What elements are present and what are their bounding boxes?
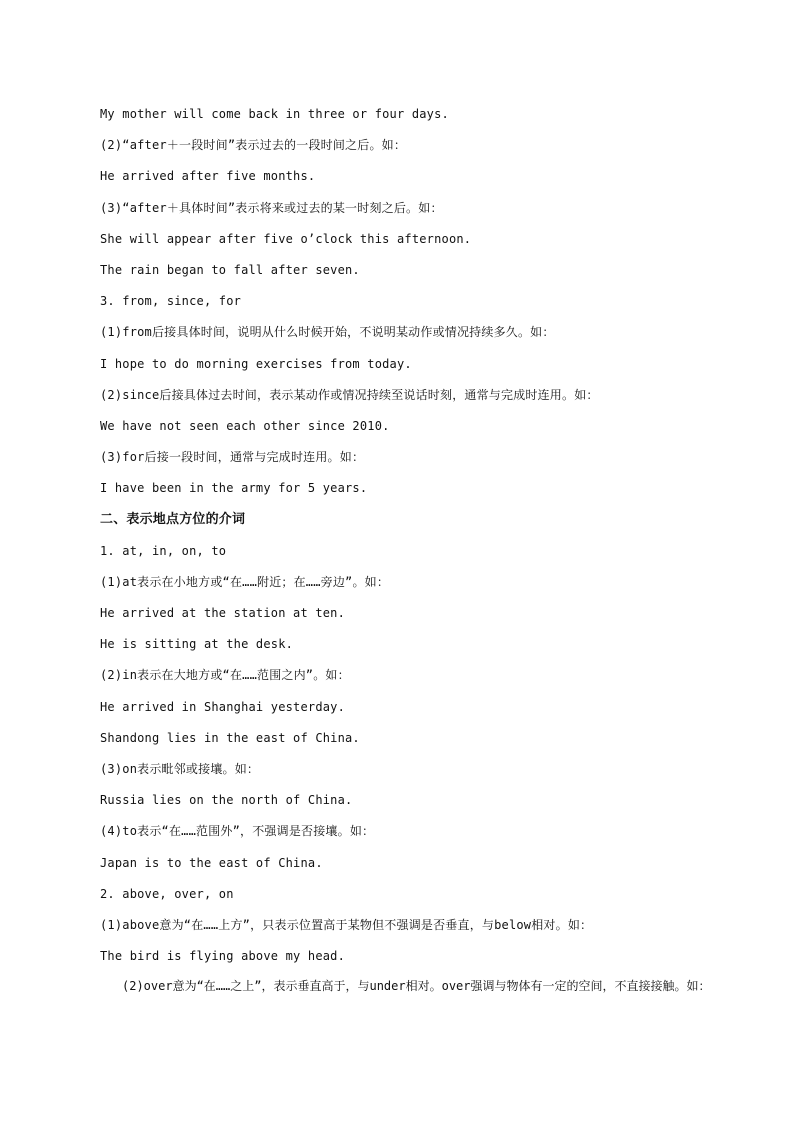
rule-text: (1)at表示在小地方或“在……附近；在……旁边”。如： (100, 574, 390, 589)
example-sentence: My mother will come back in three or four days. (100, 107, 449, 121)
rule-paragraph: (2)over意为“在……之上”，表示垂直高于，与under相对。over强调与物体有一定的空间，不直接接触。如： (122, 979, 711, 994)
subheading: 1. at, in, on, to (100, 543, 227, 558)
example-sentence: He is sitting at the desk. (100, 637, 294, 652)
example-sentence: I hope to do morning exercises from today. (100, 356, 412, 371)
rule-text: (2)“after＋一段时间”表示过去的一段时间之后。如： (100, 138, 407, 153)
rule-text: (2)since后接具体过去时间，表示某动作或情况持续至说话时刻，通常与完成时连用。如： (100, 387, 599, 402)
example-sentence: Japan is to the east of China. (100, 855, 323, 870)
example-sentence: We have not seen each other since 2010. (100, 418, 390, 433)
rule-text: (3)“after＋具体时间”表示将来或过去的某一时刻之后。如： (100, 200, 443, 215)
section-heading: 二、表示地点方位的介词 (100, 512, 246, 528)
rule-text: (1)from后接具体时间，说明从什么时候开始，不说明某动作或情况持续多久。如： (100, 325, 555, 340)
example-sentence: The rain began to fall after seven. (100, 262, 360, 277)
example-sentence: She will appear after five o’clock this afternoon. (100, 231, 472, 246)
rule-text: (3)on表示毗邻或接壤。如： (100, 761, 260, 776)
rule-text: (2)in表示在大地方或“在……范围之内”。如： (100, 668, 350, 683)
example-sentence: He arrived at the station at ten. (100, 606, 346, 620)
example-sentence: Shandong lies in the east of China. (100, 730, 360, 745)
example-sentence: He arrived in Shanghai yesterday. (100, 699, 346, 714)
subheading: 2. above, over, on (100, 886, 234, 901)
rule-text: (4)to表示“在……范围外”，不强调是否接壤。如： (100, 824, 375, 839)
rule-text: (3)for后接一段时间，通常与完成时连用。如： (100, 450, 365, 465)
subheading: 3. from, since, for (100, 294, 242, 309)
example-sentence: He arrived after five months. (100, 169, 316, 184)
example-sentence: The bird is flying above my head. (100, 949, 346, 964)
example-sentence: Russia lies on the north of China. (100, 793, 353, 808)
document-body (100, 99, 724, 1000)
example-sentence: I have been in the army for 5 years. (100, 481, 368, 496)
rule-text: (1)above意为“在……上方”，只表示位置高于某物但不强调是否垂直，与below相对。如： (100, 917, 593, 932)
